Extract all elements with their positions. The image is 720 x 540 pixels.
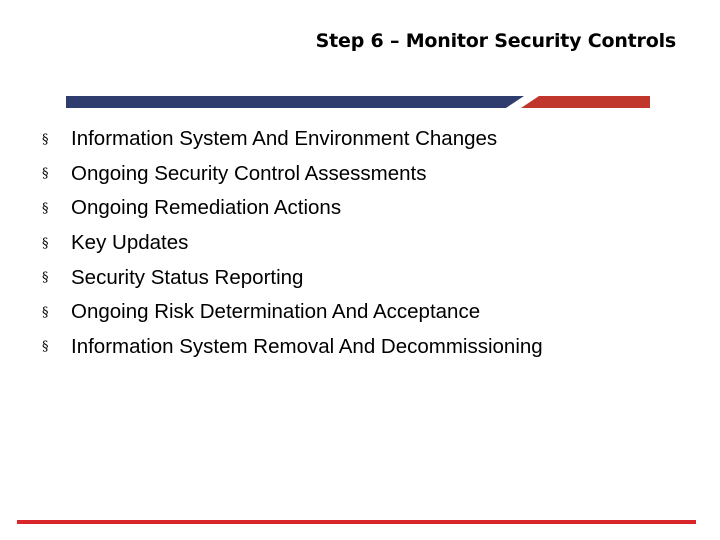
- bullet-item: [42, 295, 702, 330]
- bullet-marker: §: [42, 235, 49, 251]
- bullet-item: [42, 122, 702, 157]
- footer-divider: [17, 520, 696, 524]
- bullet-text: Security Status Reporting: [71, 265, 304, 289]
- bullet-item: [42, 260, 702, 295]
- bullet-item: [42, 157, 702, 192]
- bullet-text: Key Updates: [71, 231, 189, 255]
- slide-title: Step 6 – Monitor Security Controls: [315, 30, 676, 52]
- bullet-item: [42, 191, 702, 226]
- bullet-marker: §: [42, 339, 49, 355]
- bullet-item: [42, 226, 702, 261]
- bullet-text: Information System And Environment Changes: [71, 127, 498, 151]
- bullet-marker: §: [42, 166, 49, 182]
- bullet-marker: §: [42, 270, 49, 286]
- title-accent-bar: [66, 96, 650, 108]
- bullet-text: Ongoing Remediation Actions: [71, 196, 342, 220]
- bullet-marker: §: [42, 200, 49, 216]
- accent-bar-red: [521, 96, 650, 108]
- bullet-marker: §: [42, 304, 49, 320]
- bullet-item: [42, 330, 702, 365]
- bullet-marker: §: [42, 131, 49, 147]
- bullet-text: Ongoing Risk Determination And Acceptance: [71, 300, 481, 324]
- bullet-text: Information System Removal And Decommissioning: [71, 334, 543, 358]
- bullet-list: [42, 122, 702, 364]
- bullet-text: Ongoing Security Control Assessments: [71, 161, 427, 185]
- accent-bar-navy: [66, 96, 524, 108]
